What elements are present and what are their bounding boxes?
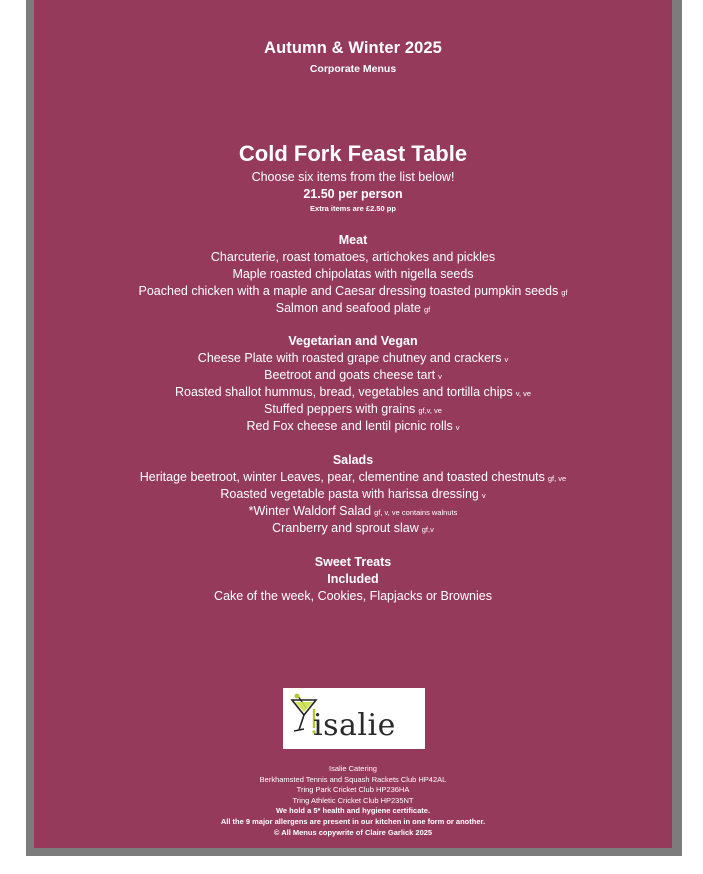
logo-wordmark: isalie [313, 708, 396, 743]
footer-location: Berkhamsted Tennis and Squash Rackets Club HP42AL [259, 774, 447, 784]
section-salads [34, 452, 672, 537]
dietary-tag: v [504, 355, 509, 364]
footer-allergens: All the 9 major allergens are present in our kitchen in one form or another. [220, 816, 486, 826]
dietary-tag: gf [561, 288, 568, 297]
dietary-tag: v [455, 423, 460, 432]
section-heading: Meat [338, 233, 368, 247]
menu-item: Heritage beetroot, winter Leaves, pear, clementine and toasted chestnuts gf, ve [139, 470, 567, 484]
section-heading: Vegetarian and Vegan [288, 334, 418, 348]
footer-copyright: © All Menus copywrite of Claire Garlick 2025 [273, 827, 433, 837]
footer-location: Tring Athletic Cricket Club HP235NT [292, 795, 414, 805]
isalie-logo [283, 688, 425, 749]
section-vegetarian [34, 333, 672, 435]
dietary-tag: v [438, 372, 442, 381]
footer-company: Isalie Catering [329, 764, 377, 773]
menu-price: 21.50 per person [303, 187, 403, 201]
menu-item: Roasted shallot hummus, bread, vegetables and tortilla chips v, ve [175, 385, 531, 399]
menu-item: Stuffed peppers with grains gf,v, ve [264, 402, 442, 416]
menu-title: Cold Fork Feast Table [238, 141, 468, 166]
menu-item: *Winter Waldorf Salad gf, v, ve contains walnuts [248, 504, 458, 518]
dietary-tag: gf, v, ve contains walnuts [374, 508, 458, 517]
menu-item: Red Fox cheese and lentil picnic rolls v [246, 419, 460, 433]
section-meat [34, 232, 672, 317]
menu-item: Cranberry and sprout slaw gf,v [272, 521, 434, 535]
menu-item: Salmon and seafood plate gf [275, 301, 431, 315]
dietary-tag: v [481, 491, 486, 500]
menu-item: Roasted vegetable pasta with harissa dressing v [220, 487, 486, 501]
season-title: Autumn & Winter 2025 [264, 39, 442, 57]
menu-item: Maple roasted chipolatas with nigella seeds [232, 267, 474, 281]
menu-item: Cake of the week, Cookies, Flapjacks or Brownies [214, 589, 492, 603]
section-heading: Salads [332, 453, 374, 467]
menu-item: Beetroot and goats cheese tart v [264, 368, 442, 382]
dietary-tag: gf,v [421, 525, 434, 534]
dietary-tag: v, ve [515, 389, 531, 398]
menu-item: Charcuterie, roast tomatoes, artichokes and pickles [210, 250, 496, 264]
extra-items-note: Extra items are £2.50 pp [310, 204, 396, 213]
dietary-tag: gf,v, ve [418, 406, 442, 415]
menu-item: Cheese Plate with roasted grape chutney and crackers v [197, 351, 509, 365]
section-subheading: Included [327, 572, 379, 586]
footer [34, 764, 672, 838]
dietary-tag: gf, ve [547, 474, 567, 483]
menu-intro: Choose six items from the list below! [251, 170, 455, 184]
footer-location: Tring Park Cricket Club HP236HA [296, 785, 410, 795]
section-heading: Sweet Treats [314, 555, 392, 569]
section-sweet-treats [34, 554, 672, 605]
menu-item: Poached chicken with a maple and Caesar dressing toasted pumpkin seeds gf [138, 284, 568, 298]
dietary-tag: gf [423, 305, 431, 314]
footer-hygiene: We hold a 5* health and hygiene certificate. [275, 806, 431, 816]
season-subtitle: Corporate Menus [309, 63, 397, 75]
menu-page [34, 0, 672, 848]
